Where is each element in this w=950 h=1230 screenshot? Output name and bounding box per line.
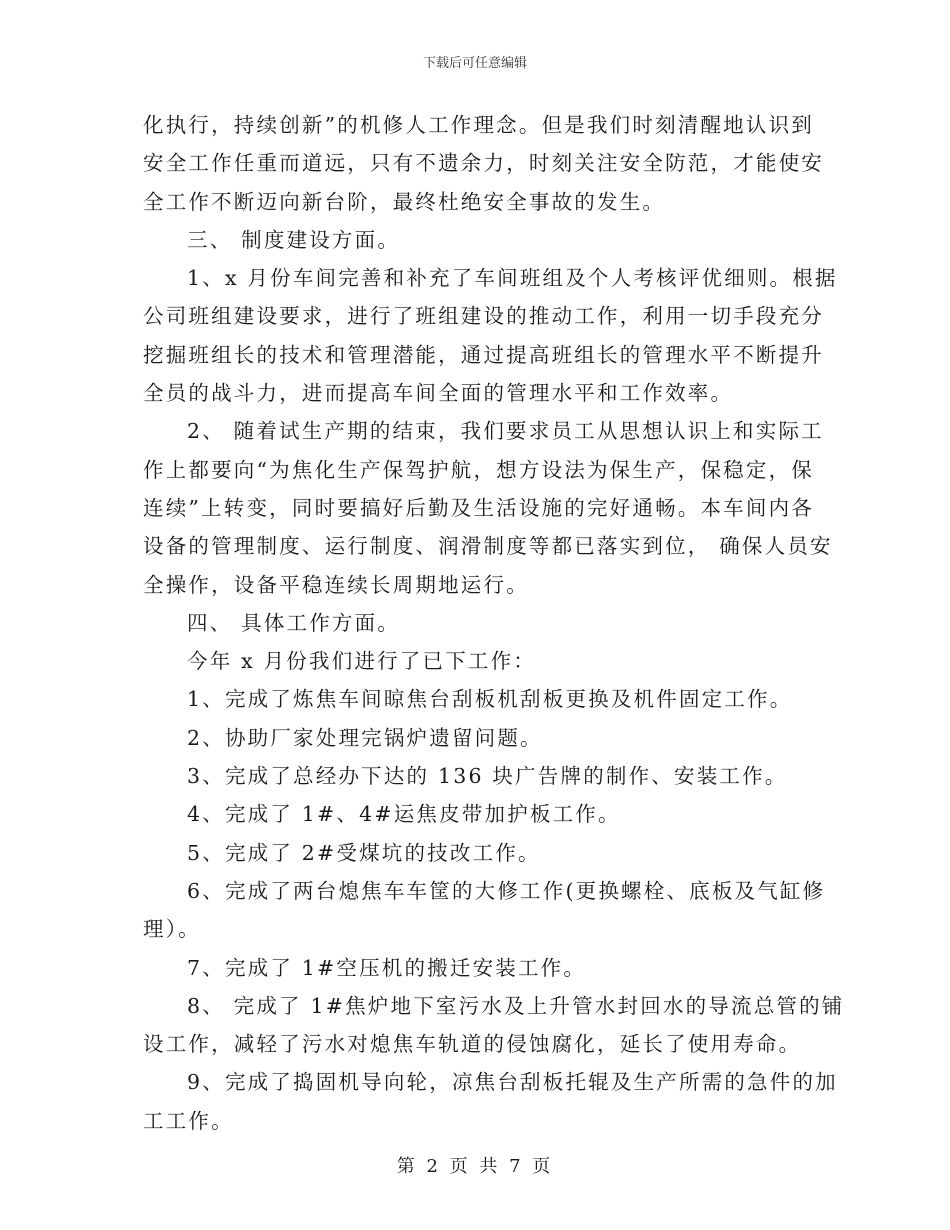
paragraph-line: 挖掘班组长的技术和管理潜能，通过提高班组长的管理水平不断提升 (143, 342, 824, 367)
list-item-continuation: 设工作，减轻了污水对熄焦车轨道的侵蚀腐化，延长了使用寿命。 (143, 1032, 802, 1057)
list-item: 3、完成了总经办下达的 136 块广告牌的制作、安装工作。 (187, 764, 788, 789)
paragraph-line: 全操作，设备平稳连续长周期地运行。 (143, 572, 529, 597)
paragraph-line: 作上都要向“为焦化生产保驾护航，想方设法为保生产，保稳定，保 (143, 457, 814, 482)
paragraph-line: 安全工作任重而道远，只有不遗余力，时刻关注安全防范，才能使安 (143, 151, 824, 176)
list-item-continuation: 理）。 (143, 917, 201, 942)
section-heading: 四、 具体工作方面。 (187, 610, 401, 635)
paragraph-line: 连续”上转变，同时要搞好后勤及生活设施的完好通畅。本车间内各 (143, 495, 814, 520)
paragraph-line: 2、 随着试生产期的结束，我们要求员工从思想认识上和实际工 (187, 419, 824, 444)
list-item: 7、完成了 1#空压机的搬迁安装工作。 (187, 955, 587, 980)
paragraph-line: 公司班组建设要求，进行了班组建设的推动工作，利用一切手段充分 (143, 304, 824, 329)
paragraph-line: 今年 x 月份我们进行了已下工作： (187, 649, 536, 674)
list-item: 5、完成了 2#受煤坑的技改工作。 (187, 840, 541, 865)
page-number: 第 2 页 共 7 页 (396, 1156, 554, 1177)
paragraph-line: 设备的管理制度、运行制度、润滑制度等都已落实到位， 确保人员安 (143, 534, 833, 559)
list-item: 8、 完成了 1#焦炉地下室污水及上升管水封回水的导流总管的铺 (187, 993, 845, 1018)
list-item: 2、协助厂家处理完锅炉遗留问题。 (187, 725, 543, 750)
document-body (143, 106, 845, 1140)
list-item-continuation: 工工作。 (143, 1108, 234, 1133)
paragraph-line: 全工作不断迈向新台阶，最终杜绝安全事故的发生。 (143, 189, 666, 214)
list-item: 1、完成了炼焦车间晾焦台刮板机刮板更换及机件固定工作。 (187, 687, 793, 712)
page-header: 下载后可任意编辑 (422, 56, 527, 71)
list-item: 6、完成了两台熄焦车车筐的大修工作(更换螺栓、底板及气缸修 (187, 878, 826, 903)
paragraph-line: 化执行，持续创新”的机修人工作理念。但是我们时刻清醒地认识到 (143, 113, 814, 137)
paragraph-line: 全员的战斗力，进而提高车间全面的管理水平和工作效率。 (143, 381, 734, 406)
list-item: 4、完成了 1#、4#运焦皮带加护板工作。 (187, 802, 621, 827)
paragraph-line: 1、x 月份车间完善和补充了车间班组及个人考核评优细则。根据 (187, 266, 838, 291)
section-heading: 三、 制度建设方面。 (187, 227, 401, 252)
list-item: 9、完成了捣固机导向轮，凉焦台刮板托辊及生产所需的急件的加 (187, 1070, 838, 1095)
